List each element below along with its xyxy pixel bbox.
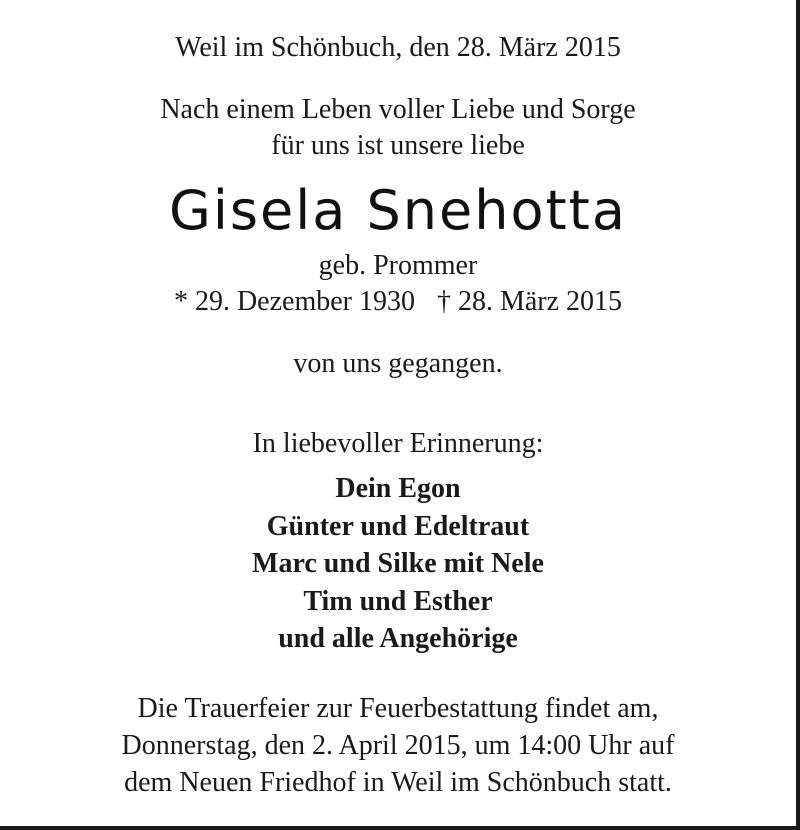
deceased-name: Gisela Snehotta xyxy=(169,179,627,242)
intro-text xyxy=(0,92,796,164)
mourner: Marc und Silke mit Nele xyxy=(252,548,544,579)
intro-line: für uns ist unsere liebe xyxy=(271,130,525,161)
mourner: Günter und Edeltraut xyxy=(266,510,530,542)
memory-heading: In liebevoller Erinnerung: xyxy=(252,428,544,459)
life-dates xyxy=(0,284,796,320)
passed-text: von uns gegangen. xyxy=(293,348,503,379)
place-date: Weil im Schönbuch, den 28. März 2015 xyxy=(175,32,621,63)
ceremony-line: dem Neuen Friedhof in Weil im Schönbuch statt. xyxy=(124,767,672,798)
ceremony-line: Donnerstag, den 2. April 2015, um 14:00 Uhr auf xyxy=(121,730,675,761)
intro-line: Nach einem Leben voller Liebe und Sorge xyxy=(160,94,636,125)
ceremony-info xyxy=(0,690,796,801)
mourner: Dein Egon xyxy=(335,473,461,504)
ceremony-line: Die Trauerfeier zur Feuerbestattung findet am, xyxy=(137,693,659,724)
death-date: † 28. März 2015 xyxy=(436,286,623,317)
mourner: Tim und Esther xyxy=(303,585,493,617)
mourners-list xyxy=(0,470,796,658)
birth-date: * 29. Dezember 1930 xyxy=(173,286,415,317)
mourner: und alle Angehörige xyxy=(278,623,518,654)
birth-name: geb. Prommer xyxy=(318,250,478,281)
